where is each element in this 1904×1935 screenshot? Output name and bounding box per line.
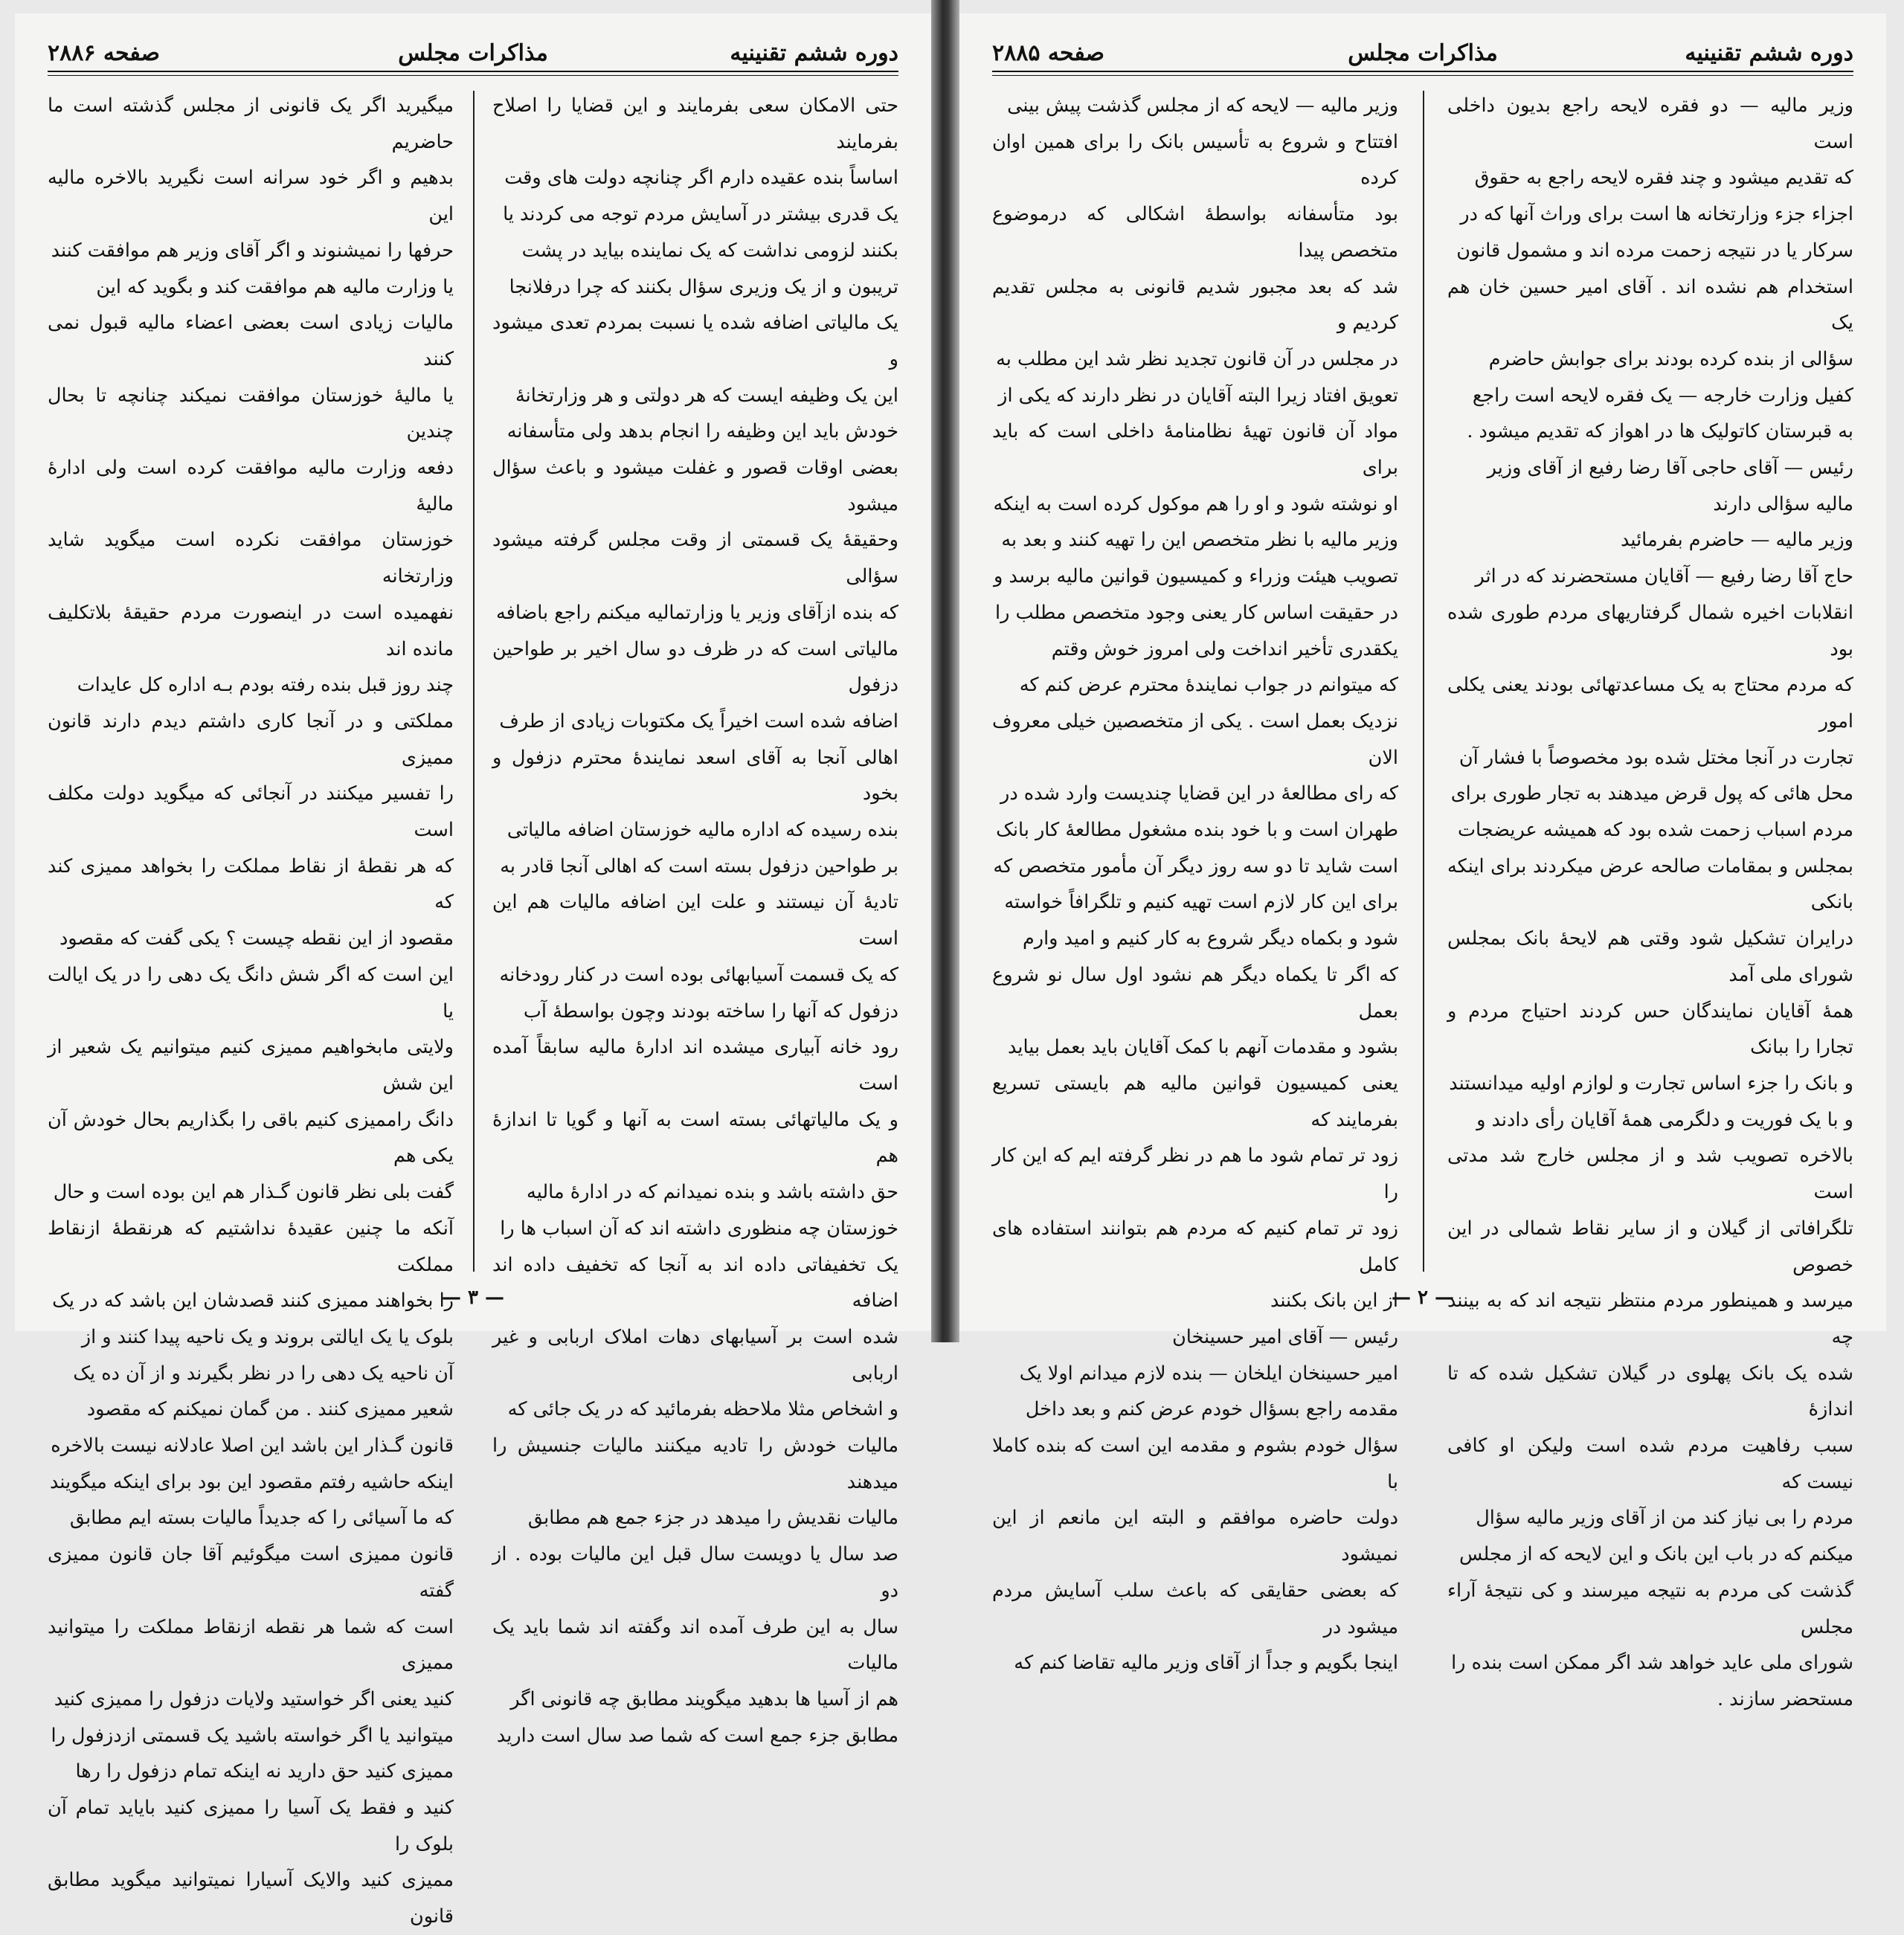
- text-line: تریبون و از یک وزیری سؤال بکنند که چرا درفلانجا: [509, 275, 898, 298]
- text-line: که بنده ازآقای وزیر یا وزارتمالیه میکنم راجع باضافه: [495, 601, 898, 624]
- text-line: امیر حسینخان ایلخان — بنده لازم میدانم اولا یک: [1019, 1362, 1398, 1385]
- text-line: خوزستان موافقت نکرده است میگوید شاید وزارتخانه: [48, 529, 454, 588]
- text-line: شود و بکماه دیگر شروع به کار کنیم و امید وارم: [1022, 927, 1398, 950]
- text-line: دانگ راممیزی کنیم باقی را بگذاریم بحال خودش آن یکی هم: [48, 1108, 454, 1168]
- session-label: دوره ششم تقنینیه: [730, 40, 898, 66]
- text-line: به قبرستان کاتولیک ها در اهواز که تقدیم میشود .: [1467, 420, 1853, 443]
- text-line: زود تر تمام کنیم که مردم هم بتوانند استفاده های کامل: [992, 1217, 1398, 1276]
- text-line: از این بانک بکنند: [1270, 1290, 1398, 1313]
- text-line: میگیرید اگر یک قانونی از مجلس گذشته است ما حاضریم: [48, 94, 454, 153]
- text-line: نزدیک بعمل است . یکی از متخصصین خیلی معروف الان: [992, 709, 1398, 769]
- text-line: اضافه شده است اخیراً یک مکتوبات زیادی از طرف: [499, 709, 898, 733]
- book-gutter: [931, 0, 959, 1342]
- text-line: رئیس — آقای حاجی آقا رضا رفیع از آقای وزیر: [1487, 457, 1853, 480]
- text-line: که میتوانم در جواب نمایندهٔ محترم عرض کنم که: [1019, 674, 1398, 697]
- page-footer-number: — ۳ —: [441, 1287, 505, 1309]
- text-line: که بعضی حقایقی که باعث سلب آسایش مردم میشود در: [992, 1579, 1398, 1638]
- text-line: که ما آسیائی را که جدیداً مالیات بسته ایم مطابق: [69, 1507, 454, 1530]
- text-line: طهران است و با خود بنده مشغول مطالعهٔ کار بانک: [996, 819, 1398, 842]
- text-line: حرفها را نمیشنوند و اگر آقای وزیر هم موافقت کنند: [51, 239, 454, 262]
- page-header: [48, 34, 898, 76]
- text-line: شورای ملی عاید خواهد شد اگر ممکن است بنده را: [1451, 1652, 1853, 1675]
- text-line: دزفول که آنها را ساخته بودند وچون بواسطهٔ آب: [523, 999, 898, 1023]
- page-footer-number: — ۲ —: [1391, 1287, 1455, 1309]
- text-line: خودش باید این وظیفه را انجام بدهد ولی متأسفانه: [506, 420, 898, 443]
- text-line: ولایتی مابخواهیم ممیزی کنیم میتوانیم یک شعیر از این شش: [48, 1036, 454, 1095]
- text-line: خوزستان چه منظوری داشته اند که آن اسباب ها را: [500, 1217, 898, 1240]
- text-line: بر طواحین دزفول بسته است که اهالی آنجا قادر به: [500, 854, 898, 878]
- text-line: در حقیقت اساس کار یعنی وجود متخصص مطلب را: [995, 601, 1398, 624]
- text-line: مالیات خودش را تادیه میکنند مالیات جنسیش را میدهند: [492, 1435, 898, 1493]
- text-line: بلوک یا یک ایالتی بروند و یک ناحیه پیدا کنند و از: [81, 1325, 454, 1348]
- session-label: دوره ششم تقنینیه: [1685, 40, 1853, 66]
- text-line: آنکه ما چنین عقیدهٔ نداشتیم که هرنقطهٔ ازنقاط مملکت: [48, 1217, 454, 1276]
- text-line: و با یک فوریت و دلگرمی همهٔ آقایان رأی دادند و: [1476, 1108, 1853, 1131]
- text-line: قانون گـذار این باشد این اصلا عادلانه نیست بالاخره: [51, 1435, 454, 1458]
- text-line: وزیر مالیه — حاضرم بفرمائید: [1621, 529, 1853, 552]
- text-line: نفهمیده است در اینصورت مردم حقیقهٔ بلاتکلیف مانده اند: [48, 601, 454, 660]
- text-line: کنید و فقط یک آسیا را ممیزی کنید بایاید تمام آن بلوک را: [48, 1797, 454, 1855]
- text-line: این یک وظیفه ایست که هر دولتی و هر وزارتخانهٔ: [515, 384, 898, 407]
- text-line: ممیزی کنید والایک آسیارا نمیتوانید میگوید مطابق قانون: [48, 1869, 454, 1928]
- text-line: گفت بلی نظر قانون گـذار هم این بوده است و حال: [53, 1181, 454, 1204]
- text-line: را بخواهند ممیزی کنند قصدشان این باشد که در یک: [52, 1290, 454, 1313]
- text-line: که تقدیم میشود و چند فقره لایحه راجع به حقوق: [1474, 167, 1853, 190]
- text-line: استخدام هم نشده اند . آقای امیر حسین خان هم یک: [1447, 275, 1853, 335]
- text-line: است شاید تا دو سه روز دیگر آن مأمور متخصص که: [993, 854, 1398, 878]
- text-line: یک قدری بیشتر در آسایش مردم توجه می کردند یا: [503, 203, 898, 226]
- text-line: مردم را بی نیاز کند من از آقای وزیر مالیه سؤال: [1476, 1507, 1853, 1530]
- text-line: مالیات زیادی است بعضی اعضاء مالیه قبول نمی کنند: [48, 312, 454, 370]
- text-line: تلگرافاتی از گیلان و از سایر نقاط شمالی در این خصوص: [1447, 1217, 1853, 1276]
- text-line: این است که اگر شش دانگ یک دهی را در یک ایالت یا: [48, 963, 454, 1023]
- text-line: و یک مالیاتهائی بسته است به آنها و گویا تا اندازهٔ هم: [492, 1108, 898, 1168]
- text-line: افتتاح و شروع به تأسیس بانک را برای همین اوان کرده: [992, 130, 1398, 190]
- page-number: صفحه ۲۸۸۶: [48, 40, 160, 66]
- text-line: بنده رسیده که اداره مالیه خوزستان اضافه مالیاتی: [506, 819, 898, 842]
- text-line: چند روز قبل بنده رفته بودم بـه اداره کل عایدات: [77, 674, 454, 697]
- text-line: تعویق افتاد زیرا البته آقایان در نظر دارند که یکی از: [998, 384, 1398, 407]
- text-line: او نوشته شود و او را هم موکول کرده است به اینکه: [993, 492, 1398, 515]
- text-line: همهٔ آقایان نمایندگان حس کردند احتیاج مردم و تجارا را ببانک: [1447, 999, 1853, 1059]
- text-line: شد که بعد مجبور شدیم قانونی به مجلس تقدیم کردیم و: [992, 275, 1398, 335]
- text-line: هم از آسیا ها بدهید میگویند مطابق چه قانونی اگر: [510, 1687, 898, 1710]
- text-line: میکنم که در باب این بانک و این لایحه که از مجلس: [1459, 1543, 1853, 1566]
- text-line: و بانک را جزء اساس تجارت و لوازم اولیه میدانستند: [1449, 1072, 1853, 1095]
- text-line: که یک قسمت آسیابهائی بوده است در کنار رودخانه: [499, 963, 898, 986]
- text-line: بعضی اوقات قصور و غفلت میشود و باعث سؤال میشود: [492, 457, 898, 515]
- text-line: مواد آن قانون تهیهٔ نظامنامهٔ داخلی است که باید برای: [992, 420, 1398, 480]
- text-line: است که شما هر نقطه ازنقاط مملکت را میتوانید ممیزی: [48, 1615, 454, 1675]
- text-line: کنید یعنی اگر خواستید ولایات دزفول را ممیزی کنید: [54, 1687, 454, 1710]
- column-divider: [1423, 91, 1424, 1272]
- text-line: آن ناحیه یک دهی را در نظر بگیرند و از آن ده یک: [73, 1362, 454, 1385]
- text-line: که رای مطالعهٔ در این قضایا چندیست وارد شده در: [1000, 782, 1398, 805]
- text-line: در مجلس در آن قانون تجدید نظر شد این مطلب به: [996, 347, 1398, 370]
- text-line: یک تخفیفاتی داده اند به آنجا که تخفیف داده اند اضافه: [492, 1253, 898, 1313]
- text-line: میرسد و همینطور مردم منتظر نتیجه اند که به بینند چه: [1447, 1290, 1853, 1348]
- text-line: که اگر تا یکماه دیگر هم نشود اول سال نو شروع بعمل: [992, 963, 1398, 1023]
- text-line: شده یک بانک پهلوی در گیلان تشکیل شده که تا اندازهٔ: [1447, 1362, 1853, 1421]
- text-line: سال به این طرف آمده اند وگفته اند شما باید یک مالیات: [492, 1615, 898, 1675]
- text-line: تجارت در آنجا مختل شده بود مخصوصاً با فشار آن: [1458, 746, 1853, 769]
- text-line: گذشت کی مردم به نتیجه میرسند و کی نتیجهٔ آراء مجلس: [1447, 1579, 1853, 1638]
- text-line: که مردم محتاج به یک مساعدتهائی بودند یعنی یکلی امور: [1447, 674, 1853, 733]
- text-columns: [48, 88, 898, 1928]
- text-line: مطابق جزء جمع است که شما صد سال است دارید: [496, 1724, 898, 1747]
- text-line: بکنند لزومی نداشت که یک نماینده بیاید در پشت: [521, 239, 898, 262]
- page-header: [992, 34, 1853, 76]
- text-line: یا مالیهٔ خوزستان موافقت نمیکند چنانچه تا بحال چندین: [48, 384, 454, 443]
- text-line: میتوانید یا اگر خواسته باشید یک قسمتی ازدزفول را: [51, 1724, 454, 1747]
- text-line: اینجا بگویم و جداً از آقای وزیر مالیه تقاضا کنم که: [1014, 1652, 1398, 1675]
- text-line: سؤالی از بنده کرده بودند برای جوابش حاضرم: [1488, 347, 1853, 370]
- text-line: تصویب هیئت وزراء و کمیسیون قوانین مالیه برسد و: [994, 565, 1398, 588]
- text-line: کفیل وزارت خارجه — یک فقره لایحه است راجع: [1472, 384, 1853, 407]
- text-line: مالیاتی است که در ظرف دو سال اخیر بر طواحین دزفول: [492, 637, 898, 697]
- text-line: حق داشته باشد و بنده نمیدانم که در ادارهٔ مالیه: [527, 1181, 898, 1204]
- text-line: سؤال خودم بشوم و مقدمه این است که بنده کاملا با: [992, 1435, 1398, 1493]
- text-line: مالیات نقدیش را میدهد در جزء جمع هم مطابق: [527, 1507, 898, 1530]
- text-line: شده است بر آسیابهای دهات املاک اربابی و غیر اربابی: [492, 1325, 898, 1385]
- header-rule: [992, 71, 1853, 76]
- text-line: مقصود از این نقطه چیست ؟ یکی گفت که مقصود: [59, 927, 454, 950]
- column-divider: [473, 91, 475, 1272]
- text-line: حتی الامکان سعی بفرمایند و این قضایا را اصلاح بفرمایند: [492, 94, 898, 153]
- text-line: اینکه حاشیه رفتم مقصود این بود برای اینکه میگویند: [50, 1470, 454, 1493]
- text-line: صد سال یا دویست سال قبل این مالیات بوده . از دو: [492, 1543, 898, 1602]
- column-left: [48, 88, 454, 1928]
- text-line: وزیر مالیه — دو فقره لایحه راجع بدیون داخلی است: [1447, 94, 1853, 153]
- text-line: اجزاء جزء وزارتخانه ها است برای وراث آنها که در: [1460, 203, 1853, 226]
- text-line: ممیزی کنید حق دارید نه اینکه تمام دزفول را رها: [75, 1760, 454, 1783]
- page-left: [15, 13, 931, 1928]
- text-line: اهالی آنجا به آقای اسعد نمایندهٔ محترم دزفول و بخود: [492, 746, 898, 805]
- text-line: تادیهٔ آن نیستند و علت این اضافه مالیات هم این است: [492, 891, 898, 950]
- text-line: اساساً بنده عقیده دارم اگر چنانچه دولت های وقت: [504, 167, 898, 190]
- text-line: بالاخره تصویب شد و از مجلس خارج شد مدتی است: [1447, 1144, 1853, 1204]
- text-line: یعنی کمیسیون قوانین مالیه هم بایستی تسریع بفرمایند که: [992, 1072, 1398, 1131]
- text-line: سبب رفاهیت مردم شده است ولیکن او کافی نیست که: [1447, 1435, 1853, 1493]
- text-line: شعیر ممیزی کنند . من گمان نمیکنم که مقصود: [86, 1398, 454, 1421]
- text-line: وزیر مالیه با نظر متخصص این را تهیه کنند و بعد به: [1001, 529, 1398, 552]
- text-line: یا وزارت مالیه هم موافقت کند و بگوید که این: [96, 275, 454, 298]
- text-line: رئیس — آقای امیر حسینخان: [1172, 1325, 1398, 1348]
- text-line: را تفسیر میکنند در آنجائی که میگوید دولت مکلف است: [48, 782, 454, 842]
- text-line: وحقیقهٔ یک قسمتی از وقت مجلس گرفته میشود سؤالی: [492, 529, 898, 588]
- text-columns: [992, 88, 1853, 1710]
- text-line: برای این کار لازم است تهیه کنیم و تلگرافاً خواسته: [1004, 891, 1398, 914]
- column-right: [1447, 88, 1853, 1710]
- text-line: زود تر تمام شود ما هم در نظر گرفته ایم که این کار را: [992, 1144, 1398, 1204]
- text-line: و اشخاص مثلا ملاحظه بفرمائید که در یک جائی که: [507, 1398, 898, 1421]
- column-left: [992, 88, 1398, 1675]
- publication-title: مذاکرات مجلس: [1348, 40, 1498, 66]
- column-right: [492, 88, 898, 1747]
- header-rule: [48, 71, 898, 76]
- text-line: وزیر مالیه — لایحه که از مجلس گذشت پیش بینی: [1007, 94, 1398, 117]
- text-line: قانون ممیزی است میگوئیم آقا جان قانون ممیزی گفته: [48, 1543, 454, 1602]
- text-line: دولت حاضره موافقم و البته این مانعم از این نمیشود: [992, 1507, 1398, 1566]
- page-number: صفحه ۲۸۸۵: [992, 40, 1104, 66]
- text-line: که هر نقطهٔ از نقاط مملکت را بخواهد ممیزی کند که: [48, 854, 454, 914]
- text-line: مستحضر سازند .: [1717, 1687, 1853, 1710]
- text-line: انقلابات اخیره شمال گرفتاریهای مردم طوری شده بود: [1447, 601, 1853, 660]
- text-line: مملکتی و در آنجا کاری داشتم دیدم دارند قانون ممیزی: [48, 709, 454, 769]
- text-line: مالیه سؤالی دارند: [1713, 492, 1853, 515]
- text-line: مقدمه راجع بسؤال خودم عرض کنم و بعد داخل: [1025, 1398, 1398, 1421]
- text-line: دفعه وزارت مالیه موافقت کرده است ولی ادارهٔ مالیهٔ: [48, 457, 454, 515]
- text-line: مردم اسباب زحمت شده بود که همیشه عریضجات: [1458, 819, 1853, 842]
- text-line: حاج آقا رضا رفیع — آقایان مستحضرند که در اثر: [1475, 565, 1853, 588]
- text-line: بمجلس و بمقامات صالحه عرض میکردند برای اینکه بانکی: [1447, 854, 1853, 914]
- text-line: بود متأسفانه بواسطهٔ اشکالی که درموضوع متخصص پیدا: [992, 203, 1398, 262]
- text-line: یک مالیاتی اضافه شده یا نسبت بمردم تعدی میشود و: [492, 312, 898, 370]
- text-line: رود خانه آبیاری میشده اند ادارهٔ مالیه سابقاً آمده است: [492, 1036, 898, 1095]
- text-line: یکقدری تأخیر انداخت ولی امروز خوش وقتم: [1051, 637, 1398, 660]
- page-right: [959, 13, 1886, 1710]
- text-line: بدهیم و اگر خود سرانه است نگیرید بالاخره مالیه این: [48, 167, 454, 226]
- text-line: درایران تشکیل شود وقتی هم لایحهٔ بانک بمجلس شورای ملی آمد: [1447, 927, 1853, 986]
- text-line: سرکار یا در نتیجه زحمت مرده اند و مشمول قانون: [1456, 239, 1853, 262]
- text-line: محل هائی که پول قرض میدهند به تجار طوری برای: [1450, 782, 1853, 805]
- text-line: بشود و مقدمات آنهم با کمک آقایان باید بعمل بیاید: [1008, 1036, 1398, 1059]
- publication-title: مذاکرات مجلس: [398, 40, 548, 66]
